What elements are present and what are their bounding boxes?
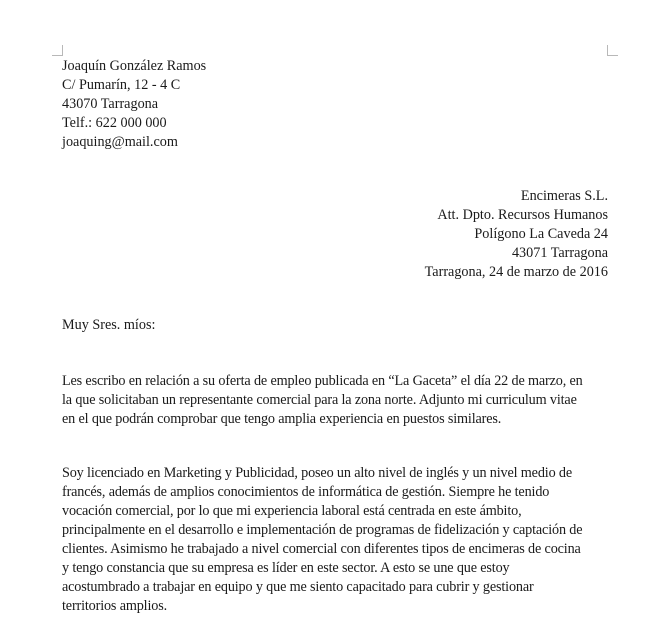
paragraph-line: francés, además de amplios conocimientos de informática de gestión. Siempre he tenido xyxy=(62,484,550,500)
top-left-margin-mark xyxy=(52,45,63,56)
paragraph-line: Les escribo en relación a su oferta de empleo publicada en “La Gaceta” el día 22 de marzo, en xyxy=(62,373,583,389)
recipient-department: Att. Dpto. Recursos Humanos xyxy=(437,207,608,223)
recipient-city: 43071 Tarragona xyxy=(511,245,608,261)
paragraph-line: y tengo constancia que su empresa es líder en este sector. A esto se une que estoy xyxy=(62,560,510,576)
recipient-address-block xyxy=(425,187,608,282)
letter-date: Tarragona, 24 de marzo de 2016 xyxy=(424,264,608,280)
paragraph-line: en el que podrán comprobar que tengo amplia experiencia en puestos similares. xyxy=(62,411,502,427)
sender-name: Joaquín González Ramos xyxy=(62,58,207,74)
recipient-company: Encimeras S.L. xyxy=(520,188,608,204)
sender-email: joaquing@mail.com xyxy=(62,134,178,150)
paragraph-line: clientes. Asimismo he trabajado a nivel comercial con diferentes tipos de encimeras de cocina xyxy=(62,541,581,557)
paragraph-line: la que solicitaban un representante comercial para la zona norte. Adjunto mi curriculum vitae xyxy=(62,392,577,408)
recipient-street: Polígono La Caveda 24 xyxy=(474,226,608,242)
paragraph-line: vocación comercial, por lo que mi experiencia laboral está centrada en este ámbito, xyxy=(62,503,522,519)
sender-city: 43070 Tarragona xyxy=(62,96,159,112)
sender-street: C/ Pumarín, 12 - 4 C xyxy=(62,77,181,93)
letter-greeting: Muy Sres. míos: xyxy=(62,317,156,333)
top-right-margin-mark xyxy=(607,45,618,56)
paragraph-line: principalmente en el desarrollo e implementación de programas de fidelización y captación de xyxy=(62,522,583,538)
sender-address-block xyxy=(62,57,206,152)
body-paragraph-1 xyxy=(62,372,622,429)
paragraph-line: Soy licenciado en Marketing y Publicidad, poseo un alto nivel de inglés y un nivel medio de xyxy=(62,465,572,481)
paragraph-line: acostumbrado a trabajar en equipo y que me siento capacitado para cubrir y gestionar xyxy=(62,579,534,595)
paragraph-line: territorios amplios. xyxy=(62,598,167,614)
body-paragraph-2 xyxy=(62,464,622,616)
sender-phone: Telf.: 622 000 000 xyxy=(62,115,167,131)
